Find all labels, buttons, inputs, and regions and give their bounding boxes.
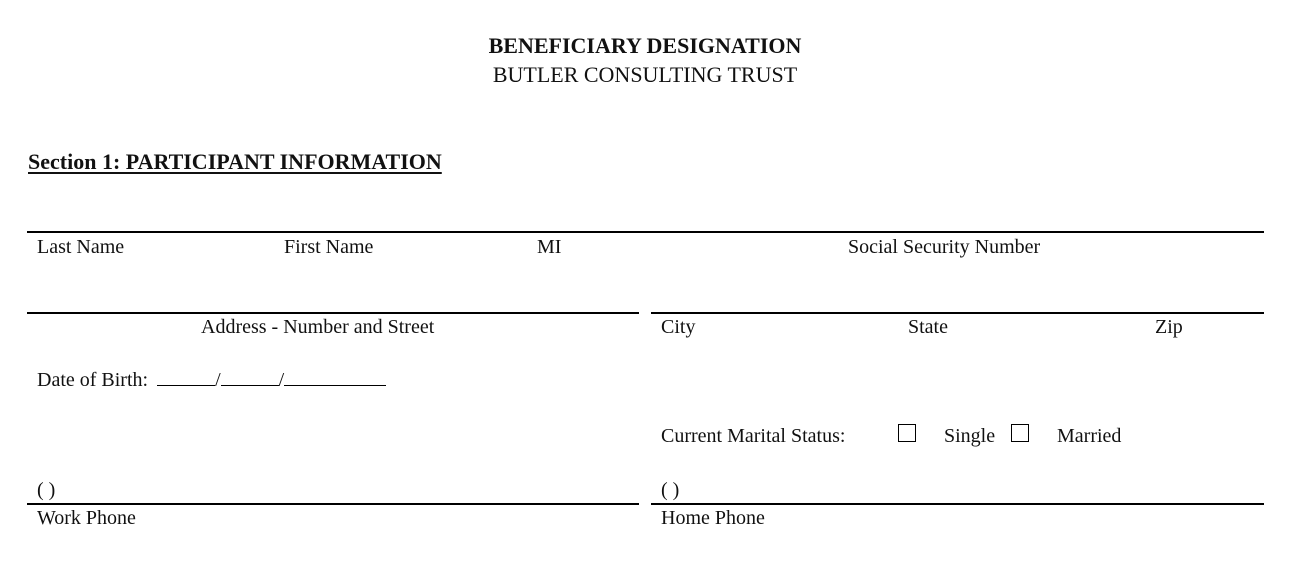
married-label: Married xyxy=(1057,425,1122,447)
dob-month-field[interactable] xyxy=(157,369,215,386)
ssn-label: Social Security Number xyxy=(848,236,1041,258)
home-phone-area-code: ( ) xyxy=(661,479,680,501)
dob-row xyxy=(37,369,386,392)
married-checkbox[interactable] xyxy=(1011,424,1029,442)
single-label: Single xyxy=(944,425,996,447)
work-phone-label: Work Phone xyxy=(37,507,136,529)
dob-day-field[interactable] xyxy=(221,369,279,386)
state-label: State xyxy=(908,316,948,338)
address-label: Address - Number and Street xyxy=(201,316,435,338)
address-field-line[interactable] xyxy=(27,312,639,314)
work-phone-area-code: ( ) xyxy=(37,479,56,501)
dob-separator: / xyxy=(278,369,285,391)
section-1-heading: Section 1: PARTICIPANT INFORMATION xyxy=(28,149,442,174)
home-phone-field-line[interactable] xyxy=(651,503,1264,505)
mi-label: MI xyxy=(537,236,562,258)
first-name-label: First Name xyxy=(284,236,374,258)
marital-status-label: Current Marital Status: xyxy=(661,425,846,447)
dob-separator: / xyxy=(215,369,221,391)
city-label: City xyxy=(661,316,696,338)
zip-label: Zip xyxy=(1155,316,1183,338)
last-name-label: Last Name xyxy=(37,236,125,258)
work-phone-field-line[interactable] xyxy=(27,503,639,505)
dob-label: Date of Birth: xyxy=(37,369,149,391)
form-title: BENEFICIARY DESIGNATION xyxy=(488,33,802,58)
form-subtitle: BUTLER CONSULTING TRUST xyxy=(492,62,798,87)
row1-top-rule xyxy=(27,231,1264,233)
single-checkbox[interactable] xyxy=(898,424,916,442)
city-state-zip-field-line[interactable] xyxy=(651,312,1264,314)
home-phone-label: Home Phone xyxy=(661,507,765,529)
dob-year-field[interactable] xyxy=(284,369,386,386)
